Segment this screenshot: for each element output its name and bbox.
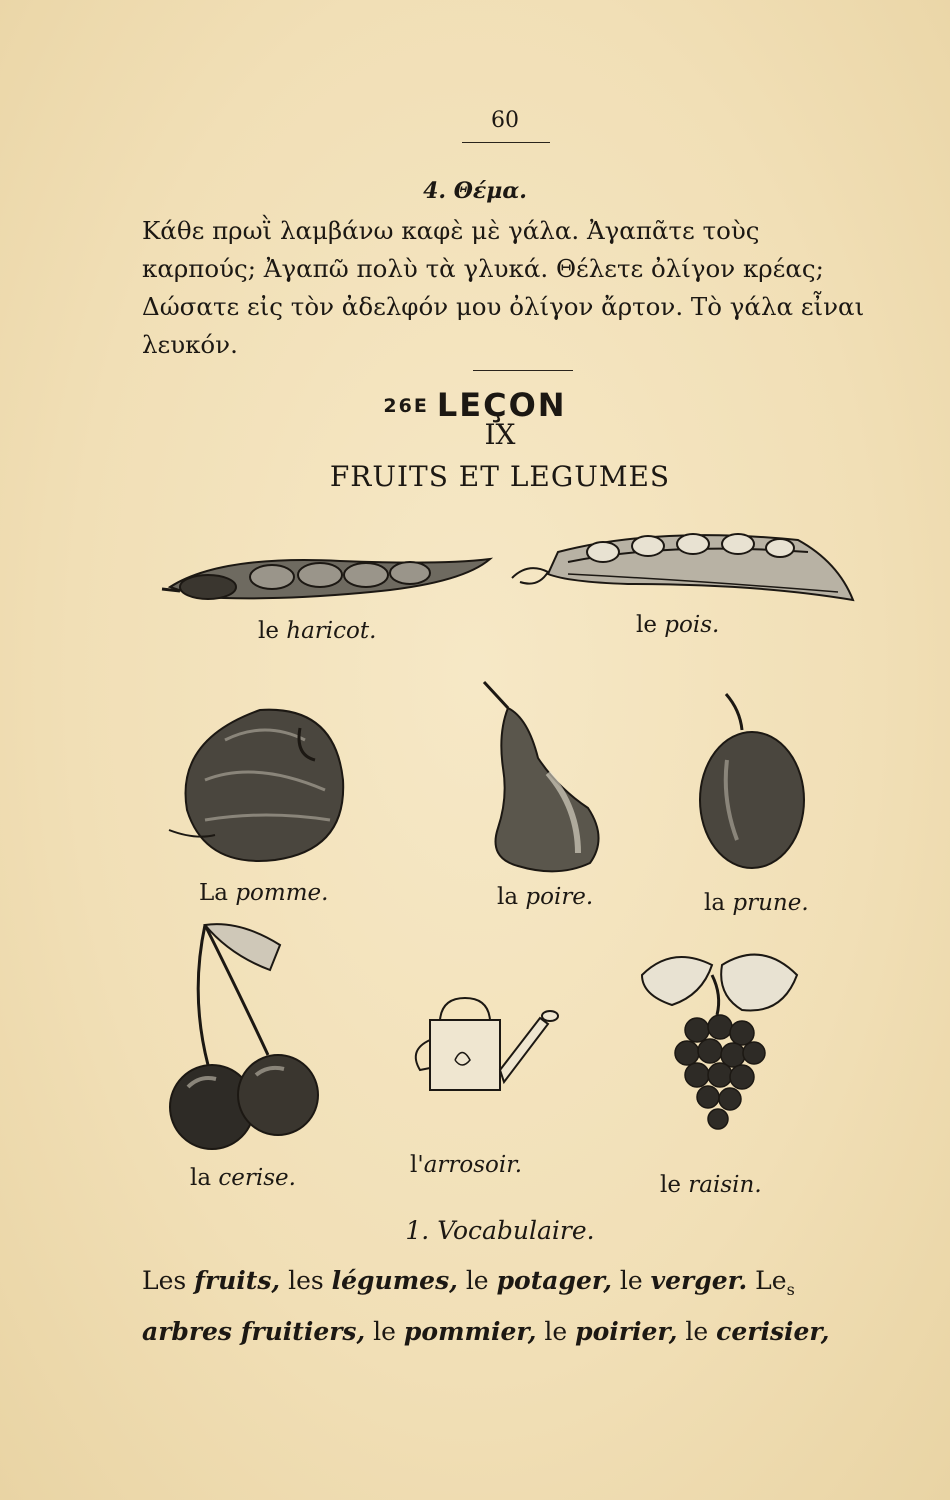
grapes-illustration xyxy=(612,935,812,1165)
vocab-article: le xyxy=(544,1317,568,1346)
pea-pod-illustration xyxy=(508,522,858,612)
page-number: 60 xyxy=(491,108,519,133)
chapter-title: FRUITS ET LEGUMES xyxy=(329,460,671,493)
vocab-word: légumes, xyxy=(331,1266,458,1295)
greek-line: Κάθε πρωῒ λαμβάνω καφὲ μὲ γάλα. Ἀγαπᾶτε τοὺς xyxy=(142,216,760,245)
vocab-article: Le xyxy=(755,1266,787,1295)
greek-line: λευκόν. xyxy=(142,330,238,359)
vocab-article: le xyxy=(619,1266,643,1295)
caption-word: pomme. xyxy=(235,880,329,906)
caption-article: le xyxy=(636,612,657,638)
caption-word: pois. xyxy=(664,612,720,638)
lesson-number: 26E xyxy=(383,395,429,417)
vocab-word: verger. xyxy=(650,1266,748,1295)
caption-article: l' xyxy=(410,1152,424,1178)
pear-illustration xyxy=(478,678,608,878)
caption-word: cerise. xyxy=(218,1165,296,1191)
caption-haricot xyxy=(258,618,376,644)
caption-article: La xyxy=(199,880,228,906)
caption-poire xyxy=(497,884,593,910)
vocab-word: pommier, xyxy=(403,1317,537,1346)
vocab-word: potager, xyxy=(496,1266,612,1295)
vocab-article: le xyxy=(685,1317,709,1346)
vocab-word: fruits, xyxy=(194,1266,281,1295)
vocabulary-line xyxy=(142,1311,882,1353)
apple-illustration xyxy=(165,700,355,880)
caption-word: prune. xyxy=(732,890,809,916)
caption-article: la xyxy=(497,884,519,910)
vocab-article: les xyxy=(288,1266,324,1295)
vocab-subscript: s xyxy=(786,1280,795,1299)
vocab-article: Les xyxy=(142,1266,187,1295)
lesson-roman-numeral: IX xyxy=(484,418,516,451)
caption-pomme xyxy=(199,880,328,906)
theme-heading: 4. Θέμα. xyxy=(423,178,527,204)
caption-word: haricot. xyxy=(286,618,377,644)
watering-can-illustration xyxy=(400,990,570,1110)
greek-line: Δώσατε εἰς τὸν ἀδελφόν μου ὀλίγον ἄρτον. Τὸ γάλα εἶναι xyxy=(142,292,865,321)
caption-raisin xyxy=(660,1172,762,1198)
vocabulary-heading: 1. Vocabulaire. xyxy=(405,1216,595,1245)
vocab-article: le xyxy=(465,1266,489,1295)
caption-pois xyxy=(636,612,719,638)
greek-line: καρπούς; Ἀγαπῶ πολὺ τὰ γλυκά. Θέλετε ὀλίγον κρέας; xyxy=(142,254,824,283)
vocabulary-line xyxy=(142,1260,882,1311)
section-separator xyxy=(473,370,573,371)
vocabulary-text xyxy=(142,1260,882,1353)
page-number-rule xyxy=(462,142,550,143)
plum-illustration xyxy=(692,690,812,870)
caption-article: la xyxy=(704,890,726,916)
bean-illustration xyxy=(160,545,500,615)
lesson-label: LEÇON xyxy=(436,386,567,424)
vocab-word: cerisier, xyxy=(716,1317,830,1346)
vocab-article: le xyxy=(373,1317,396,1346)
caption-article: le xyxy=(258,618,279,644)
caption-word: poire. xyxy=(525,884,594,910)
vocab-word: poirier, xyxy=(575,1317,678,1346)
caption-word: raisin. xyxy=(688,1172,762,1198)
cherry-illustration xyxy=(160,915,340,1155)
caption-cerise xyxy=(190,1165,296,1191)
caption-article: le xyxy=(660,1172,681,1198)
caption-article: la xyxy=(190,1165,212,1191)
greek-exercise-text xyxy=(142,212,882,364)
vocab-word: arbres fruitiers, xyxy=(142,1317,366,1346)
caption-word: arrosoir. xyxy=(423,1152,523,1178)
caption-prune xyxy=(704,890,809,916)
caption-arrosoir xyxy=(410,1152,522,1178)
